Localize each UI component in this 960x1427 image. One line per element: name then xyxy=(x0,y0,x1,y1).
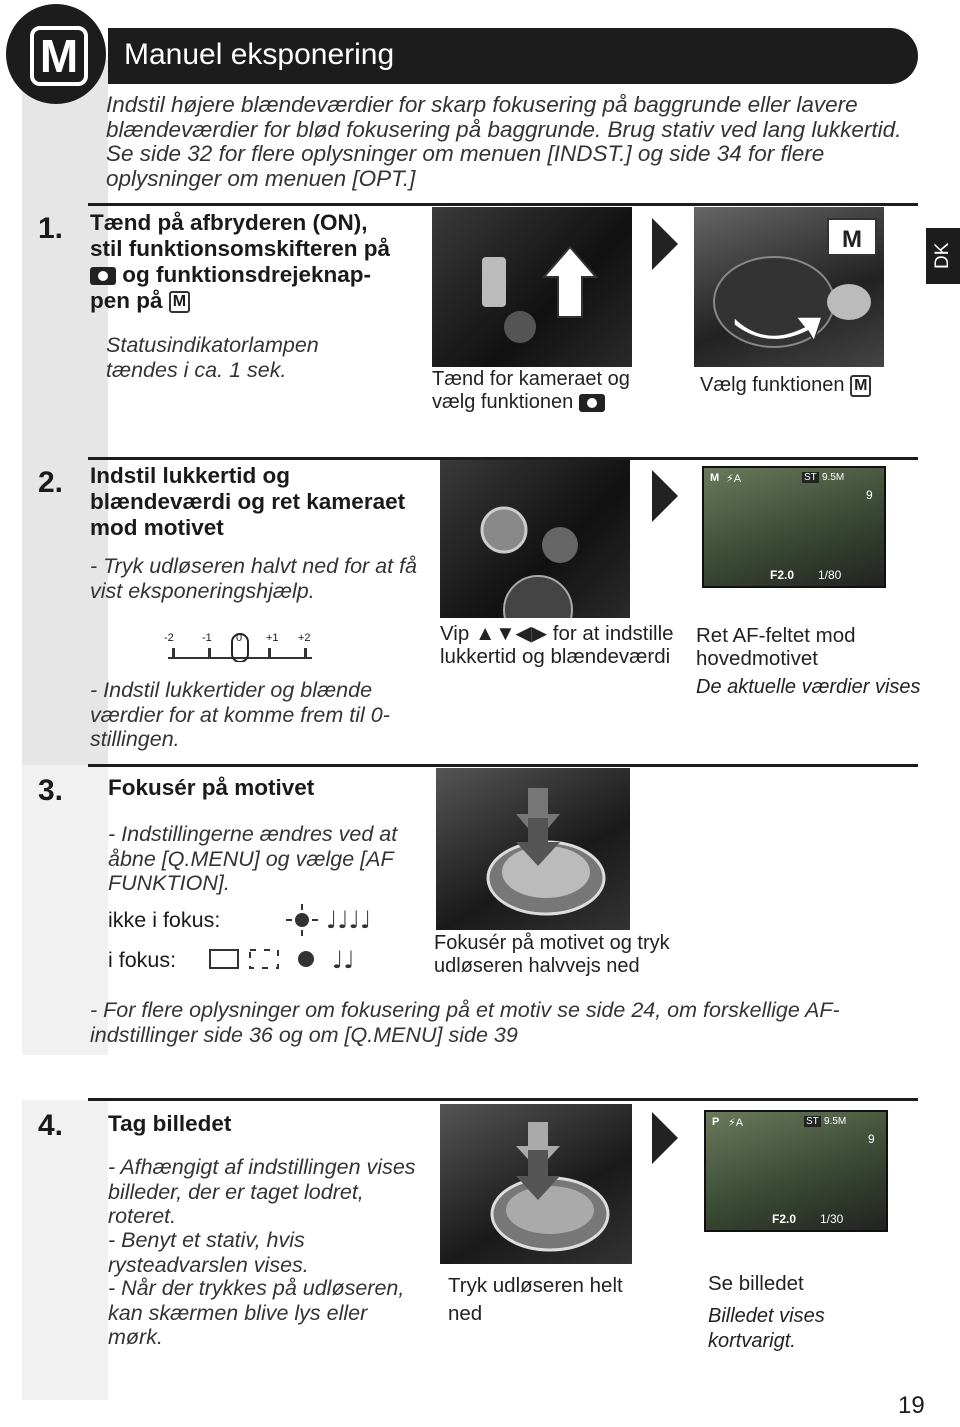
shutter-full-arrow-icon xyxy=(440,1104,632,1264)
lcd-flash: ⚡A xyxy=(726,473,742,485)
scale-label-zero: 0 xyxy=(236,632,243,644)
divider-3 xyxy=(88,764,918,767)
svg-text:♩♩♩♩: ♩♩♩♩ xyxy=(326,906,372,934)
step4-caption-1: Tryk udløseren helt ned xyxy=(448,1274,623,1325)
step4-caption-2-note: Billedet vises kortvarigt. xyxy=(708,1305,825,1352)
mode-m-caption-icon: M xyxy=(850,375,871,397)
step1-number: 1. xyxy=(38,212,64,245)
lcd-screen-step2 xyxy=(702,466,886,588)
exposure-scale xyxy=(164,632,316,662)
page-title: Manuel eksponering xyxy=(124,38,395,71)
mode-m-small-icon: M xyxy=(169,291,190,313)
lcd-size: 9.5M xyxy=(822,472,845,483)
lcd-st-4: ST xyxy=(806,1116,819,1127)
af-frame-icon xyxy=(208,944,368,976)
shutter-press-arrow-icon xyxy=(436,768,630,930)
camera-icon xyxy=(90,267,116,285)
lcd-mode: M xyxy=(710,472,720,484)
step3-number: 3. xyxy=(38,774,64,807)
focus-off-label: ikke i fokus: xyxy=(108,908,221,932)
step2-bullet1: - Tryk udløseren halvt ned for at få vist eksponeringshjælp. xyxy=(90,554,418,603)
step4-bullet2: - Benyt et stativ, hvis rysteadvarslen vises. xyxy=(108,1228,309,1277)
step1-caption-1 xyxy=(432,368,672,414)
step2-heading: Indstil lukkertid og blændeværdi og ret kameraet mod motivet xyxy=(90,463,406,540)
step3-bullet1: - Indstillingerne ændres ved at åbne [Q.MENU] og vælge [AF FUNKTION]. xyxy=(108,822,398,895)
step1-line4: pen på xyxy=(90,288,163,313)
camera-icon-small xyxy=(579,394,605,412)
step2-number: 2. xyxy=(38,466,64,499)
step4-caption-2: Se billedet xyxy=(708,1272,804,1295)
step4-heading: Tag billedet xyxy=(108,1111,232,1136)
intro-text: Indstil højere blændeværdier for skarp fokusering på baggrunde eller lavere blændeværdier for blød fokusering på baggrunde. Brug stativ ved lang lukkertid. Se side 32 for flere oplysninger om menuen [INDST.] og side 34 for flere oplysninger om menuen [OPT.] xyxy=(106,92,902,191)
lcd-aperture: F2.0 xyxy=(770,568,795,582)
step3-more-info: - For flere oplysninger om fokusering på et motiv se side 24, om forskellige AF-indstillinger side 36 og om [Q.MENU] side 39 xyxy=(90,998,840,1047)
step3-heading: Fokusér på motivet xyxy=(108,775,315,800)
left-gray-bar xyxy=(22,60,108,765)
step1-line1: Tænd på afbryderen (ON), xyxy=(90,210,368,235)
lcd-size-4: 9.5M xyxy=(824,1116,847,1127)
step2-bullet2: - Indstil lukkertider og blænde værdier for at komme frem til 0-stillingen. xyxy=(90,678,390,751)
lcd-shutter-4: 1/30 xyxy=(820,1212,844,1226)
step1-caption-2 xyxy=(700,374,920,397)
lcd-count-4: 9 xyxy=(868,1132,875,1146)
step1-heading xyxy=(90,210,430,314)
language-tab: DK xyxy=(926,228,960,284)
lcd-shutter: 1/80 xyxy=(818,568,842,582)
left-gray-bar-3 xyxy=(22,1100,108,1400)
step1-cap1-text: Tænd for kameraet og vælg funktionen xyxy=(432,368,630,413)
step3-caption: Fokusér på motivet og tryk udløseren halvvejs ned xyxy=(434,932,670,977)
arrow-right-icon xyxy=(652,218,678,270)
page-number: 19 xyxy=(898,1392,925,1419)
power-switch-arrow-icon xyxy=(432,207,632,367)
focus-off-icons xyxy=(286,904,396,941)
divider-4 xyxy=(88,1098,918,1101)
scale-label-plus1: +1 xyxy=(266,632,279,644)
lcd-screen-step4 xyxy=(704,1110,888,1232)
mode-dial-icon xyxy=(694,207,884,367)
divider-1 xyxy=(88,203,918,206)
focus-on-icons xyxy=(208,944,368,981)
control-buttons-icon xyxy=(440,460,630,618)
arrow-right-icon-3 xyxy=(652,1112,678,1164)
step1-line3: og funktionsdrejeknap- xyxy=(122,262,372,287)
scale-label-minus1: -1 xyxy=(202,632,212,644)
mode-m-icon: M xyxy=(30,26,88,86)
step2-caption-1: Vip ▲▼◀▶ for at indstille lukkertid og blændeværdi xyxy=(440,622,674,668)
camera-back-photo xyxy=(440,460,630,618)
step1-line2: stil funktionsomskifteren på xyxy=(90,236,391,261)
step4-bullet1: - Afhængigt af indstillingen vises billeder, der er taget lodret, roteret. xyxy=(108,1155,416,1228)
lcd-flash-4: ⚡A xyxy=(728,1117,744,1129)
svg-text:M: M xyxy=(842,226,862,253)
step4-number: 4. xyxy=(38,1109,64,1142)
focus-on-label: i fokus: xyxy=(108,948,177,972)
sun-blink-icon xyxy=(286,904,396,936)
shutter-half-photo xyxy=(436,768,630,930)
lcd-count: 9 xyxy=(866,488,873,502)
shutter-full-photo xyxy=(440,1104,632,1264)
scale-label-plus2: +2 xyxy=(298,632,311,644)
arrow-right-icon-2 xyxy=(652,470,678,522)
lcd-st: ST xyxy=(804,472,817,483)
step1-cap2-text: Vælg funktionen xyxy=(700,374,845,396)
mode-dial-photo xyxy=(694,207,884,367)
svg-text:♩♩: ♩♩ xyxy=(332,946,355,974)
step2-caption-2-note: De aktuelle værdier vises xyxy=(696,676,921,698)
step1-note: Statusindikatorlampen tændes i ca. 1 sek. xyxy=(106,333,319,382)
lcd-aperture-4: F2.0 xyxy=(772,1212,797,1226)
step2-caption-2: Ret AF-feltet mod hovedmotivet xyxy=(696,624,856,670)
mode-badge xyxy=(6,4,106,104)
lcd-mode-4: P xyxy=(712,1116,720,1128)
scale-label-minus2: -2 xyxy=(164,632,174,644)
camera-top-photo xyxy=(432,207,632,367)
step4-bullet3: - Når der trykkes på udløseren, kan skærmen blive lys eller mørk. xyxy=(108,1276,405,1349)
